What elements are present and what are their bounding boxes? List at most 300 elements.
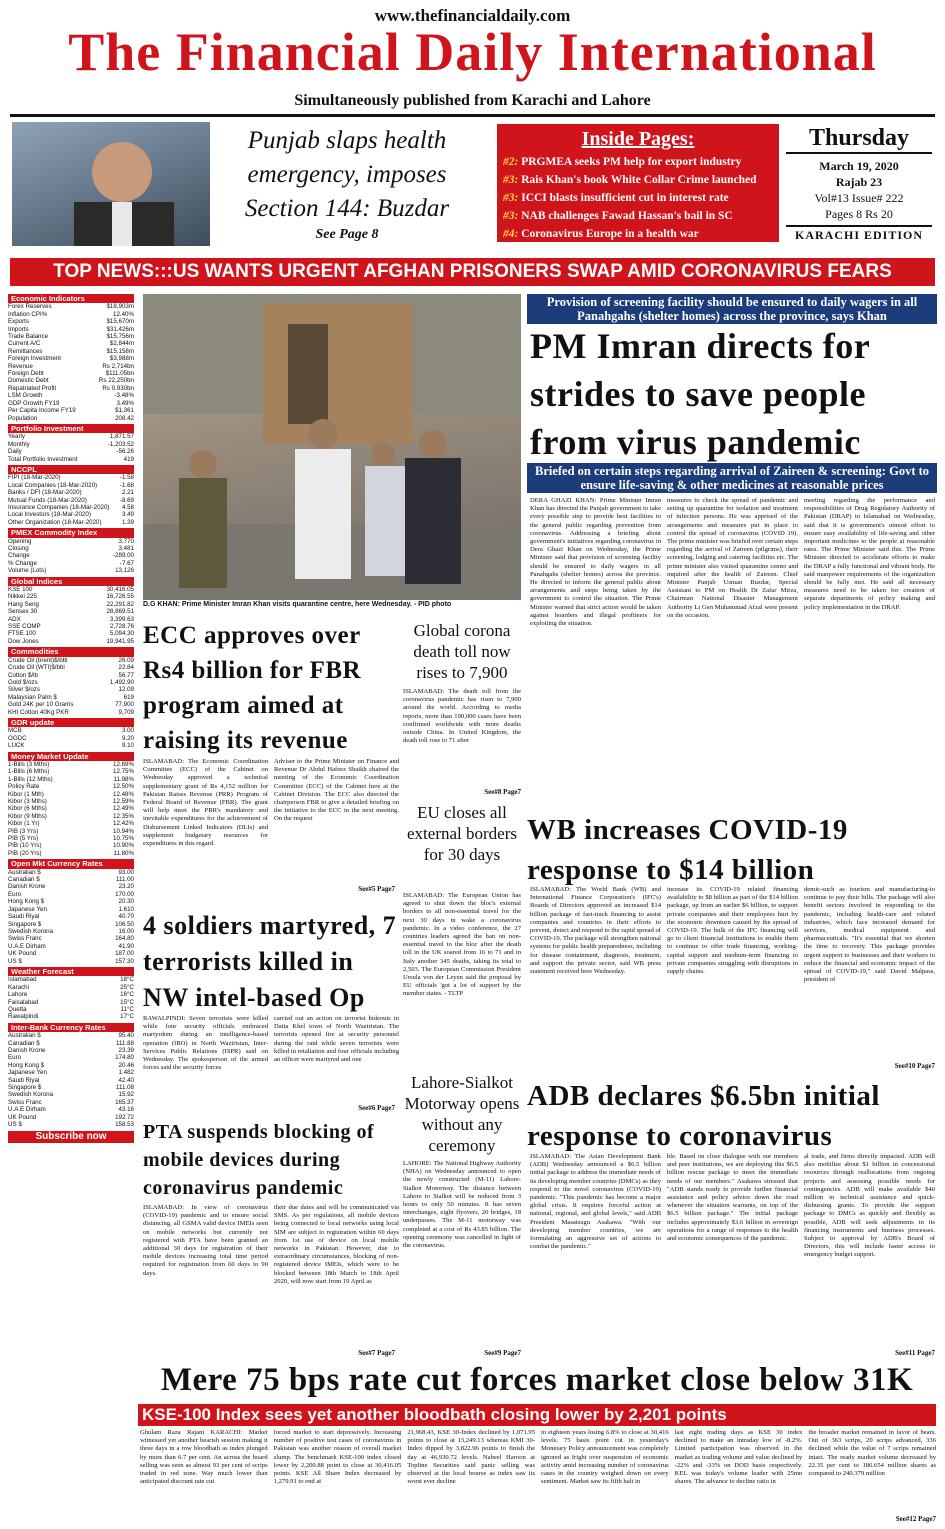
interbank-row [8, 1032, 134, 1039]
row-value: 12.42% [113, 820, 134, 828]
top-news-ticker[interactable]: TOP NEWS:::US WANTS URGENT AFGHAN PRISONERS SWAP AMID CORONAVIRUS FEARS [10, 258, 935, 286]
row-value: 16°C [120, 991, 134, 999]
econ-row [8, 326, 134, 333]
row-label: Local Companies (18-Mar-2020) [8, 481, 98, 489]
row-label: OGDC [8, 734, 27, 742]
row-label: 1-Bills (3 Mths) [8, 760, 50, 768]
row-value: 1.39 [121, 518, 134, 526]
weekday: Thursday [786, 124, 932, 154]
row-label: Rawalpindi [8, 1013, 39, 1021]
wb-col-2: increase its COVID-19 related financing availability to $8 billion as part of the $14 billion package, up from an earlier $6 billion, to support private companies and their employees hurt by the economic downturn caused by the spread of COVID-19. The bulk of the IFC financing will go to client financial institutions to enable them to continue to offer trade financing, working-capital support and medium-term financing to private companies struggling with disruptions in supply chains. [667, 886, 798, 976]
row-label: Japanese Yen [8, 905, 47, 913]
row-value: 192.72 [115, 1113, 134, 1121]
econ-row [8, 385, 134, 392]
inside-item[interactable]: #3: Rais Khan's book White Collar Crime launched [503, 174, 757, 186]
row-label: Kibor (1 Mth) [8, 790, 44, 798]
econ-row [8, 392, 134, 399]
row-value: 157.30 [115, 957, 134, 965]
row-label: FTSE 100 [8, 630, 36, 638]
weather-row [8, 976, 134, 983]
row-value: 11.98% [113, 775, 134, 783]
row-value: 3.49% [116, 399, 134, 407]
row-label: Repatriated Profit [8, 384, 57, 392]
motorway-headline[interactable]: Lahore-Sialkot Motorway opens without any ceremony [404, 1073, 520, 1155]
ecc-headline[interactable]: ECC approves over Rs4 billion for FBR program aimed at raising its revenue [143, 622, 362, 754]
market-headline[interactable]: Mere 75 bps rate cut forces market close below 31K [160, 1362, 914, 1398]
openmkt-row [8, 935, 134, 942]
econ-row [8, 363, 134, 370]
row-label: Euro [8, 1054, 22, 1062]
row-value: 16,726.55 [106, 593, 134, 601]
teaser-box[interactable] [214, 124, 480, 244]
row-value: 23.39 [118, 1047, 134, 1054]
wb-col-1: ISLAMABAD: The World Bank (WB) and International Finance Corporation's (IFC's) Boards of Directors approved an increased $14 billion package of fast-track financing to assist companies and countries in their efforts to prevent, detect and respond to the rapid spread of COVID-19. The package will strengthen national systems for public health preparedness, including for disease containment, diagnosis, treatment, and support the private sector, said WB press statement received here Wednesday. [530, 886, 661, 976]
row-label: PIB (20 Yrs) [8, 849, 42, 857]
row-value: -7.67 [119, 559, 134, 567]
weather-section-title: Weather Forecast [8, 967, 134, 976]
wb-see[interactable]: See#10 Page7 [894, 1062, 935, 1070]
row-value: 19,941.95 [106, 637, 134, 645]
row-label: Dow Jones [8, 637, 39, 645]
row-label: U.A.E Dirham [8, 1106, 46, 1114]
money-row [8, 805, 134, 812]
row-value: 40.70 [118, 913, 134, 921]
tagline: Simultaneously published from Karachi and Lahore [294, 92, 651, 109]
row-value: 77,900 [115, 701, 134, 709]
row-value: -1.68 [119, 481, 134, 489]
row-label: KHI Cotton 40Kg PKR [8, 708, 69, 716]
openmkt-section-title: Open Mkt Currency Rates [8, 859, 134, 868]
pta-headline[interactable]: PTA suspends blocking of mobile devices during coronavirus pandemic [143, 1121, 375, 1199]
econ-row [8, 303, 134, 310]
row-label: Foreign Investment [8, 355, 61, 363]
lead-kicker: Provision of screening facility should be ensured to daily wagers in all Panahgahs (shelter homes) across the province, says Khan [527, 294, 937, 324]
commod-row [8, 701, 134, 708]
market-col-4: in eighteen years losing 6.8% to close at 30,416 levels. 75 basis point cut in yesterday's Monetary Policy announcement was completely ignored as fright over suspension of economic activity amid increasing number of coronavirus cases in the country weighed down on every sentiment. Market saw its fifth halt in [541, 1429, 669, 1486]
row-label: Domestic Debt [8, 377, 49, 385]
teaser-see: See Page 8 [315, 227, 379, 242]
teaser-line-2: emergency, imposes [247, 161, 447, 188]
global-row [8, 593, 134, 600]
row-value: 22,291.82 [106, 600, 134, 608]
row-value: 11.80% [113, 849, 134, 857]
row-value: 95.40 [118, 1032, 134, 1040]
pmex-row [8, 545, 134, 552]
row-label: Danish Krone [8, 1047, 46, 1054]
row-value: 23.20 [118, 883, 134, 891]
row-value: $15,756m [106, 333, 134, 341]
adb-col-1: ISLAMABAD: The Asian Development Bank (ADB) Wednesday announced a $6.5 billion initial package to address the immediate needs of its developing member countries (DMCs) as they respond to the novel coronavirus (COVID-19) pandemic. "This pandemic has become a major global crisis. It requires forceful action at national, regional, and global levels," said ADB President Masatsugu Asakawa. "With our developing member countries, we are formulating an aggressive set of actions to combat the pandemic." [530, 1153, 661, 1251]
row-label: Monthly [8, 440, 30, 448]
row-value: 106.50 [115, 920, 134, 928]
market-subhead: KSE-100 Index sees yet another bloodbath closing lower by 2,201 points [138, 1404, 936, 1426]
row-value: 15.92 [118, 1091, 134, 1099]
row-value: 2.21 [121, 489, 134, 497]
lead-subhead: Briefed on certain steps regarding arrival of Zaireen & screening: Govt to ensure life-saving & other medicines at reasonable prices [527, 463, 937, 493]
row-label: Swedish Korona [8, 927, 54, 935]
ecc-see[interactable]: See#5 Page7 [358, 885, 395, 893]
corona-headline[interactable]: Global corona death toll now rises to 7,900 [413, 621, 511, 682]
portfolio-section-title: Portfolio Investment [8, 424, 134, 433]
row-label: Inflation CPI% [8, 310, 48, 318]
row-value: 174.80 [115, 1054, 134, 1062]
interbank-row [8, 1069, 134, 1076]
row-value: 12.50% [113, 783, 134, 791]
row-label: ADX [8, 615, 21, 623]
row-value: 41.90 [118, 942, 134, 950]
money-row [8, 850, 134, 857]
row-value: 1,871.57 [109, 433, 134, 441]
global-row [8, 623, 134, 630]
commod-row [8, 679, 134, 686]
interbank-row [8, 1106, 134, 1113]
row-value: 4.58 [121, 503, 134, 511]
inside-item[interactable]: #4: Coronavirus Europe in a health war [503, 228, 699, 240]
interbank-row [8, 1047, 134, 1054]
pages-price: Pages 8 Rs 20 [825, 207, 893, 221]
inside-pages-title: Inside Pages: [581, 128, 695, 150]
row-label: Silver $/ozs [8, 686, 40, 694]
market-col-3: 21,968.43, KSE 30-Index declined by 1,071.95 points to close at 13,249.13 whereas KMI 30-Index dipped by 3,822.96 points to finish the day at 46,930.72 levels. Nabeel Haroon at Topline Securities said panic selling was observed at the local bourse as index saw its worst ever decline [407, 1429, 536, 1486]
money-section-title: Money Market Update [8, 752, 134, 761]
soldiers-col-1: RAWALPINDI: Seven terrorists were killed while four security officials embraced martyrdom during an intelligence-based operation (IBO) in North Waziristan, Inter-Services Public Relations (ISPR) said on Wednesday. The spokesperson of the armed forces said the security forces [143, 1015, 268, 1072]
market-col-1: Ghulam Raza Rajani KARACHI: Market witnessed yet another bearish session making it three days in a row bloodbath as index plunged by more than 6.7 per cent. An across the board selling was seen as almost 93 per cent of scrips traded in red zone. Way much lower than anticipated discount rate cut [140, 1429, 268, 1486]
openmkt-row [8, 906, 134, 913]
row-label: Forex Reserves [8, 303, 52, 311]
subscribe-button[interactable]: Subscribe now [8, 1131, 134, 1142]
row-value: 5,094.30 [109, 630, 134, 638]
row-value: 93.00 [118, 868, 134, 876]
econ-row [8, 407, 134, 414]
row-label: Kibor (3 Mths) [8, 798, 47, 805]
row-label: Revenue [8, 362, 33, 370]
row-label: GDP Growth FY19 [8, 399, 60, 407]
row-value: 111.08 [115, 1084, 134, 1092]
row-label: Policy Rate [8, 783, 40, 791]
pmex-row [8, 560, 134, 567]
global-row [8, 601, 134, 608]
row-label: UK Pound [8, 950, 37, 958]
corona-see[interactable]: See#8 Page7 [484, 788, 521, 796]
eu-body: ISLAMABAD: The European Union has agreed to shut down the bloc's external borders to all non-essential travel for the next 30 days in wake a coronavirus pandemic. In a video conference, the 27 countries leaders agreed the ban on non-essential travel to the bloc after the death toll in the UK soared from 16 to 71 and in Italy another 345 deaths, taking its total to 2,503. The European Commission President Ursula von der Leyen said the proposal by EU officials 'got a lot of support by the member states. - TLTP [403, 892, 521, 998]
gdr-section-title: GDR update [8, 718, 134, 727]
row-label: Malaysian Palm $ [8, 693, 57, 701]
lead-headline[interactable]: PM Imran directs for strides to save people from virus pandemic [530, 326, 870, 462]
money-row [8, 828, 134, 835]
adb-body [530, 1153, 935, 1347]
row-value: -289.00 [113, 552, 134, 560]
row-label: MCB [8, 727, 22, 735]
money-row [8, 791, 134, 798]
volume-issue: Vol#13 Issue# 222 [814, 191, 904, 205]
row-label: Karachi [8, 983, 29, 991]
edition: KARACHI EDITION [786, 225, 932, 243]
row-value: -3.48% [114, 392, 134, 400]
row-label: Banks / DFI (18-Mar-2020) [8, 489, 82, 497]
row-label: Islamabad [8, 976, 37, 984]
row-value: 164.80 [115, 935, 134, 943]
pmex-row [8, 538, 134, 545]
row-value: Rs 2,714bn [102, 362, 134, 370]
openmkt-row [8, 913, 134, 920]
soldiers-see[interactable]: See#6 Page7 [358, 1104, 395, 1112]
row-value: 9,709 [118, 708, 134, 716]
row-value: 3.00 [121, 727, 134, 735]
row-value: 165.37 [115, 1098, 134, 1106]
openmkt-row [8, 928, 134, 935]
row-label: % Change [8, 559, 37, 567]
weather-row [8, 984, 134, 991]
row-value: Rs 22,250bn [98, 377, 134, 385]
row-label: Kibor (1 Yr) [8, 820, 40, 828]
interbank-row [8, 1040, 134, 1047]
row-value: 187.00 [115, 950, 134, 958]
row-label: Australian $ [8, 868, 41, 876]
econ-row [8, 415, 134, 422]
row-label: Total Portfolio Investment [8, 455, 78, 463]
row-value: $18,903m [106, 303, 134, 311]
pmex-row [8, 552, 134, 559]
adb-headline[interactable]: ADB declares $6.5bn initial response to coronavirus [527, 1080, 880, 1152]
row-label: Canadian $ [8, 876, 40, 884]
row-label: Imports [8, 325, 29, 333]
openmkt-row [8, 943, 134, 950]
pmex-row [8, 567, 134, 574]
nccpl-row [8, 511, 134, 518]
row-label: Hong Kong $ [8, 1061, 45, 1069]
row-value: $31,426m [106, 325, 134, 333]
ecc-col-2: Adviser to the Prime Minister on Finance and Revenue Dr Abdul Hafeez Shaikh chaired the meeting of the Economic Coordination Committee (ECC) of the Cabinet here at the Cabinet Division. The ECC also directed the chairperson FBR to give a detailed briefing on the initiative to the ECC in the next meeting. On the request [274, 758, 399, 823]
row-label: Kibor (6 Mths) [8, 805, 47, 813]
row-value: 12.69% [113, 760, 134, 768]
motorway-see[interactable]: See#9 Page7 [484, 1349, 521, 1357]
global-row [8, 638, 134, 645]
pta-see[interactable]: See#7 Page7 [358, 1349, 395, 1357]
money-row [8, 768, 134, 775]
market-see[interactable]: See#12 Page7 [895, 1515, 936, 1523]
lead-col-3: meeting regarding the performance and responsibilities of Drug Regulatory Authority of Pakistan (DRAP) in Islamabad on Wednesday, said that it is government's utmost effort to ensure easy availability of life-saving and other important medicines to the people at reasonable rates. The Prime Minister said this. The Prime Minister directed to accelerate efforts to make the DRAP a fully functional and vibrant body. He said manpower requirements of the organization should be fully met. He said all necessary measures need to be taken for creation of separate departments of policy making and policy implementation in the DRAP. [804, 497, 935, 611]
row-value: 12.35% [113, 812, 134, 820]
row-value: 20.30 [118, 898, 134, 906]
row-label: Cotton $/lb [8, 671, 38, 679]
row-value: 2,728.76 [109, 623, 134, 631]
row-label: Euro [8, 890, 22, 898]
row-value: 111.00 [115, 876, 134, 884]
row-value: 3,399.63 [109, 615, 134, 623]
pmex-section-title: PMEX Commodity Index [8, 528, 134, 537]
portfolio-row [8, 448, 134, 455]
gdr-row [8, 742, 134, 749]
row-value: $1,361 [115, 407, 134, 415]
adb-see[interactable]: See#11 Page7 [895, 1349, 935, 1357]
openmkt-row [8, 869, 134, 876]
row-label: FIPI (18-Mar-2020) [8, 474, 61, 482]
row-value: $3,988m [109, 355, 134, 363]
portfolio-row [8, 456, 134, 463]
row-value: 42.40 [118, 1076, 134, 1084]
row-label: Remittances [8, 347, 43, 355]
row-label: LUCK [8, 742, 25, 750]
row-label: UK Pound [8, 1113, 37, 1121]
corona-body: ISLAMABAD: The death toll from the coronavirus pandemic has risen to 7,900 around the world. According to media reports, more than 190,000 cases have been confirmed worldwide with more deaths outside China. In United Kingdom, the death toll rose to 71 after [403, 688, 521, 745]
row-label: Saudi Riyal [8, 1076, 40, 1084]
adb-col-3: al trade, and firms directly impacted. ADB will also mobilize about $1 billion in concessional resources through reallocations from ongoing projects and assessing possible needs for contingencies. ADB will make available $40 million in technical assistance and quick-disbursing grants. To provide the support package to DMCs as quickly and flexibly as possible, ADB will seek adjustments in its financing instruments and business processes. Subject to approval by ADB's Board of Directors, this will include faster access to emergency budget support. [804, 1153, 935, 1259]
row-label: Current A/C [8, 340, 41, 348]
buzdar-photo [12, 122, 210, 246]
row-label: LSM Growth [8, 392, 43, 400]
global-row [8, 608, 134, 615]
econ-row [8, 340, 134, 347]
market-sidebar [8, 292, 134, 1143]
row-label: SSE COMP [8, 623, 41, 631]
row-label: Saudi Riyal [8, 913, 40, 921]
row-value: -1,203.52 [107, 440, 134, 448]
motorway-body: LAHORE: The National Highway Authority (NHA) on Wednesday announced to open the newly constructed (M-11) Lahore-Sialkot Motorway. The distance between Lahore to Sialkot will be reduced from 3 hours to only 50 minutes. It has seven interchanges, eight flyovers, 20 bridges, 18 underpasses. The M-11 motorway was completed at a cost of Rs 43.85 billion. The opening ceremony was cancelled in light of the coronavirus. [403, 1160, 521, 1250]
row-value: 10.94% [113, 827, 134, 835]
nccpl-section-title: NCCPL [8, 465, 134, 474]
econ-row [8, 370, 134, 377]
row-value: 13,126 [115, 567, 134, 575]
wb-body [530, 886, 935, 1070]
row-label: Canadian $ [8, 1039, 40, 1047]
row-label: Sensex 30 [8, 608, 38, 616]
teaser-line-1: Punjab slaps health [247, 127, 447, 154]
row-value: 12.48% [113, 790, 134, 798]
eu-headline[interactable]: EU closes all external borders for 30 days [407, 803, 517, 864]
row-label: Nikkei 225 [8, 593, 37, 601]
row-value: 3,481 [118, 545, 134, 552]
row-value: Rs 0.930bn [102, 384, 134, 392]
row-value: 3.49 [121, 511, 134, 519]
hijri-date: Rajab 23 [835, 175, 883, 189]
openmkt-row [8, 883, 134, 890]
weather-row [8, 1013, 134, 1020]
market-col-5: last eight trading days as KSE 30 index declined to make an intraday low of -8.2%. Limited participation was observed in the market as trading volume and value declined by -22% and -33% on DOD basis respectively. KEL was today's volume leader with 25mn shares. The advance to decline ratio in [674, 1429, 803, 1486]
inside-pages-box [497, 124, 779, 242]
pta-col-1: ISLAMABAD: In view of coronavirus (COVID-19) pandemic and to ensure social distancing, all GSMA valid device IMEIs seen on mobile networks but currently not registered with PTA have been granted an additional 30 days for registration of their mobile devices increasing total time period required for registration from 60 days to 90 days. [143, 1204, 268, 1277]
global-row [8, 630, 134, 637]
row-value: 619 [123, 693, 134, 701]
row-value: 208.42 [115, 414, 134, 422]
interbank-row [8, 1084, 134, 1091]
row-label: Yearly [8, 433, 25, 441]
row-value: 111.88 [115, 1039, 134, 1047]
commod-row [8, 709, 134, 716]
site-url[interactable]: www.thefinancialdaily.com [374, 6, 571, 25]
commod-row [8, 672, 134, 679]
money-row [8, 798, 134, 805]
row-label: Swiss Franc [8, 1098, 42, 1106]
row-label: Quetta [8, 1005, 27, 1013]
row-label: 1-Bills (12 Mths) [8, 775, 53, 783]
weather-row [8, 991, 134, 998]
row-label: Singapore $ [8, 1084, 42, 1092]
money-row [8, 761, 134, 768]
wb-col-3: demic-such as tourism and manufacturing-to continue to pay their bills. The package will also benefit sectors involved in responding to the pandemic, including health-care and related industries, which face increased demand for services, medical equipment and pharmaceuticals. "It's essential that we shorten the time to recovery. This package provides urgent support to businesses and their workers to reduce the financial and economic impact of the spread of COVID-19," said David Malpass, president of [804, 886, 935, 984]
econ-row [8, 400, 134, 407]
row-value: 419 [123, 455, 134, 463]
econ-row [8, 318, 134, 325]
row-value: 12.75% [113, 768, 134, 776]
money-row [8, 776, 134, 783]
row-value: 26.09 [118, 656, 134, 664]
row-label: Mutual Funds (18-Mar-2020) [8, 496, 87, 504]
inside-item[interactable]: #2: PRGMEA seeks PM help for export industry [503, 156, 742, 168]
pta-col-2: their due dates and will be communicated via SMS. As per regulations, all mobile devices being connected to local networks using local SIM are subject to registration within 60 days from 1st use of device on local mobile networks in Pakistan. However, due to extraordinary circumstances, blocking of non-registered device IMEIs, which were to be blocked between 18th March to 18th April 2020, will now start from 19 April as [274, 1204, 399, 1285]
commod-row [8, 694, 134, 701]
row-label: Opening [8, 537, 32, 545]
row-value: 30,416.05 [106, 586, 134, 594]
row-label: Faisalabad [8, 998, 39, 1006]
lead-body [530, 497, 935, 815]
masthead-rule [10, 114, 935, 117]
nccpl-row [8, 482, 134, 489]
openmkt-row [8, 950, 134, 957]
row-label: Exports [8, 318, 29, 326]
soldiers-headline[interactable]: 4 soldiers martyred, 7 terrorists killed in NW intel-based Op [143, 911, 397, 1012]
row-label: KSE 100 [8, 586, 33, 594]
ecc-col-1: ISLAMABAD: The Economic Coordination Committee (ECC) of the Cabinet on Wednesday approved a technical supplementary grant of Rs 4,152 million for Pakistan Raises Revenue (PRR) Program of Federal Board of Revenue (FBR). The grant will help meet the PRR's mandatory and inevitable expenditures for the achievement of Disbursement Linked Indicators (DLIs) and supplement budgetary resources for expenditures in this regard. [143, 758, 268, 848]
row-label: Crude Oil (brent)$/bbl [8, 656, 68, 664]
row-value: 22.84 [118, 664, 134, 672]
inside-item[interactable]: #3: ICCI blasts insufficient cut in interest rate [503, 192, 729, 204]
row-label: Foreign Debt [8, 370, 44, 378]
row-label: Gold $/ozs [8, 678, 38, 686]
date: March 19, 2020 [819, 159, 899, 173]
gdr-row [8, 735, 134, 742]
money-row [8, 783, 134, 790]
nccpl-row [8, 489, 134, 496]
row-label: Danish Krone [8, 883, 46, 891]
econ-section-title: Economic Indicators [8, 294, 134, 303]
row-value: $15,158m [106, 347, 134, 355]
row-label: Daily [8, 448, 22, 456]
econ-row [8, 355, 134, 362]
nccpl-row [8, 497, 134, 504]
commod-row [8, 664, 134, 671]
nccpl-row [8, 474, 134, 481]
row-value: 16.00 [118, 927, 134, 935]
row-label: Closing [8, 545, 29, 552]
weather-row [8, 999, 134, 1006]
row-label: U.A.E Dirham [8, 942, 46, 950]
row-value: $15,670m [106, 318, 134, 326]
row-value: 10.75% [113, 835, 134, 843]
wb-headline[interactable]: WB increases COVID-19 response to $14 billion [527, 814, 848, 886]
commod-section-title: Commodities [8, 647, 134, 656]
row-label: Other Organization (18-Mar-2020) [8, 518, 102, 526]
portfolio-row [8, 433, 134, 440]
row-label: US $ [8, 1121, 22, 1129]
row-label: Swedish Korona [8, 1091, 54, 1099]
inside-item[interactable]: #3: NAB challenges Fawad Hassan's bail in SC [503, 210, 733, 222]
row-label: Hang Seng [8, 600, 39, 608]
interbank-row [8, 1114, 134, 1121]
commod-row [8, 686, 134, 693]
row-label: Per Capita Income FY19 [8, 407, 76, 415]
row-value: 1,492.90 [109, 678, 134, 686]
pm-quarantine-photo [143, 294, 521, 600]
econ-row [8, 333, 134, 340]
row-value: 12.59% [113, 798, 134, 805]
global-section-title: Global Indices [8, 577, 134, 586]
row-value: 3,770 [118, 537, 134, 545]
row-value: 43.16 [118, 1106, 134, 1114]
row-value: 12.49% [113, 805, 134, 813]
row-label: Local Investors (18-Mar-2020) [8, 511, 91, 519]
portfolio-row [8, 441, 134, 448]
row-value: -8.69 [119, 496, 134, 504]
